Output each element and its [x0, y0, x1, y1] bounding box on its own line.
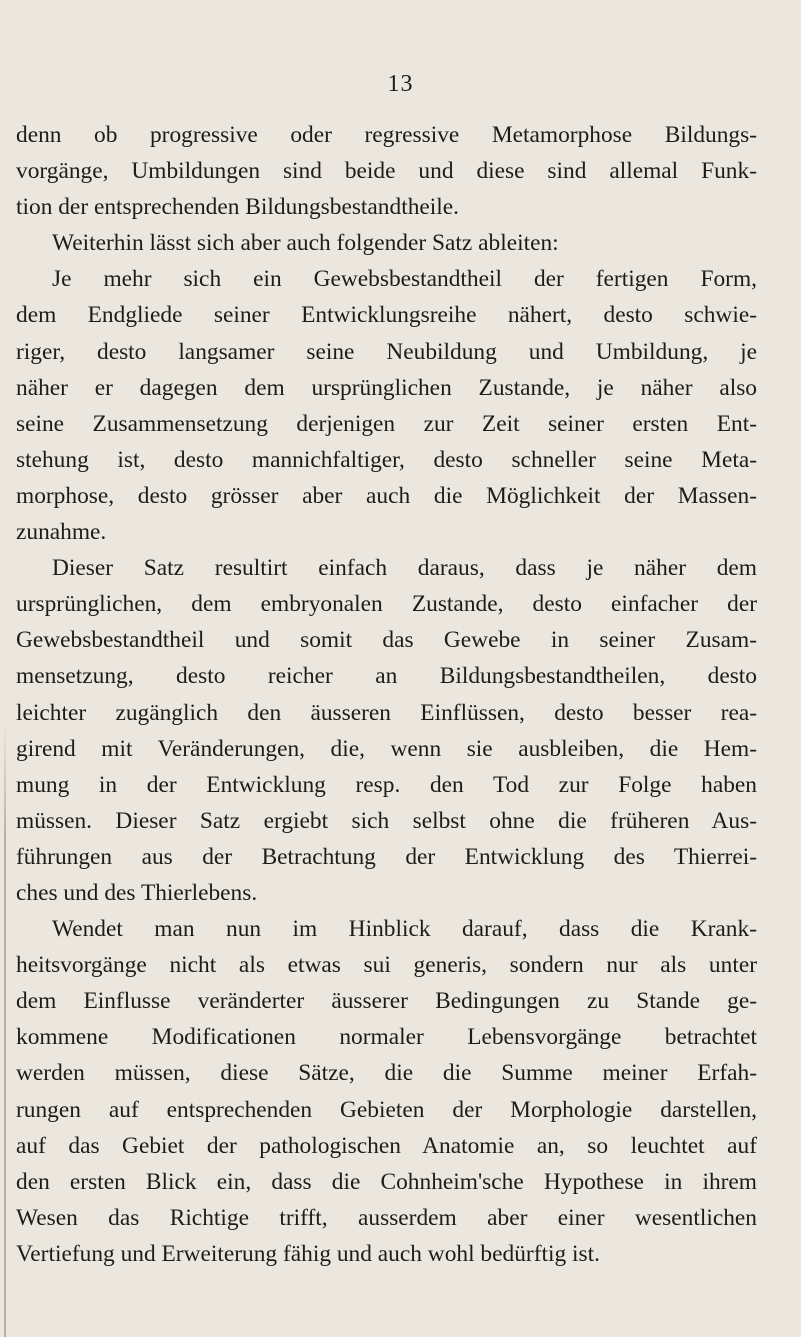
- text-line: auf das Gebiet der pathologischen Anatomie an, so leuchtet auf: [16, 1132, 757, 1159]
- text-line: ches und des Thierlebens.: [16, 879, 258, 906]
- text-line: müssen. Dieser Satz ergiebt sich selbst ohne die früheren Aus-: [16, 807, 757, 834]
- text-line: kommene Modificationen normaler Lebensvorgänge betrachtet: [16, 1024, 757, 1051]
- text-line: dem Endgliede seiner Entwicklungsreihe nähert, desto schwie-: [16, 302, 757, 329]
- text-line: morphose, desto grösser aber auch die Möglichkeit der Massen-: [16, 482, 757, 509]
- text-line: ursprünglichen, dem embryonalen Zustande, desto einfacher der: [16, 591, 757, 618]
- text-line: zunahme.: [16, 519, 107, 546]
- text-line: Wesen das Richtige trifft, ausserdem aber einer wesentlichen: [16, 1204, 757, 1231]
- text-line: Vertiefung und Erweiterung fähig und auch wohl bedürftig ist.: [16, 1240, 600, 1267]
- text-line: riger, desto langsamer seine Neubildung und Umbildung, je: [16, 338, 757, 365]
- text-line: näher er dagegen dem ursprünglichen Zustande, je näher also: [16, 374, 757, 401]
- text-line: den ersten Blick ein, dass die Cohnheim'sche Hypothese in ihrem: [16, 1168, 757, 1195]
- page-number: 13: [387, 71, 414, 97]
- text-line: Je mehr sich ein Gewebsbestandtheil der fertigen Form,: [52, 266, 757, 293]
- text-line: tion der entsprechenden Bildungsbestandtheile.: [16, 194, 460, 221]
- text-line: stehung ist, desto mannichfaltiger, desto schneller seine Meta-: [16, 446, 757, 473]
- text-line: dem Einflusse veränderter äusserer Bedingungen zu Stande ge-: [16, 988, 757, 1015]
- text-line: denn ob progressive oder regressive Metamorphose Bildungs-: [16, 122, 757, 148]
- text-line: leichter zugänglich den äusseren Einflüssen, desto besser rea-: [16, 699, 757, 726]
- text-line: Gewebsbestandtheil und somit das Gewebe in seiner Zusam-: [16, 627, 757, 654]
- body-text: [16, 117, 757, 1272]
- text-line: Dieser Satz resultirt einfach daraus, dass je näher dem: [52, 555, 757, 582]
- text-line: werden müssen, diese Sätze, die die Summe meiner Erfah-: [16, 1060, 757, 1087]
- text-line: seine Zusammensetzung derjenigen zur Zeit seiner ersten Ent-: [16, 410, 757, 437]
- text-line: Wendet man nun im Hinblick darauf, dass die Krank-: [52, 916, 757, 943]
- text-line: girend mit Veränderungen, die, wenn sie ausbleiben, die Hem-: [16, 735, 757, 762]
- text-line: mung in der Entwicklung resp. den Tod zur Folge haben: [16, 771, 757, 798]
- text-line: führungen aus der Betrachtung der Entwicklung des Thierrei-: [16, 843, 757, 870]
- text-line: Weiterhin lässt sich aber auch folgender Satz ableiten:: [52, 230, 559, 257]
- text-line: vorgänge, Umbildungen sind beide und diese sind allemal Funk-: [16, 158, 757, 185]
- text-line: heitsvorgänge nicht als etwas sui generis, sondern nur als unter: [16, 952, 757, 979]
- text-line: rungen auf entsprechenden Gebieten der Morphologie darstellen,: [16, 1096, 757, 1123]
- page-edge-shadow: [4, 720, 6, 1337]
- text-line: mensetzung, desto reicher an Bildungsbestandtheilen, desto: [16, 663, 757, 690]
